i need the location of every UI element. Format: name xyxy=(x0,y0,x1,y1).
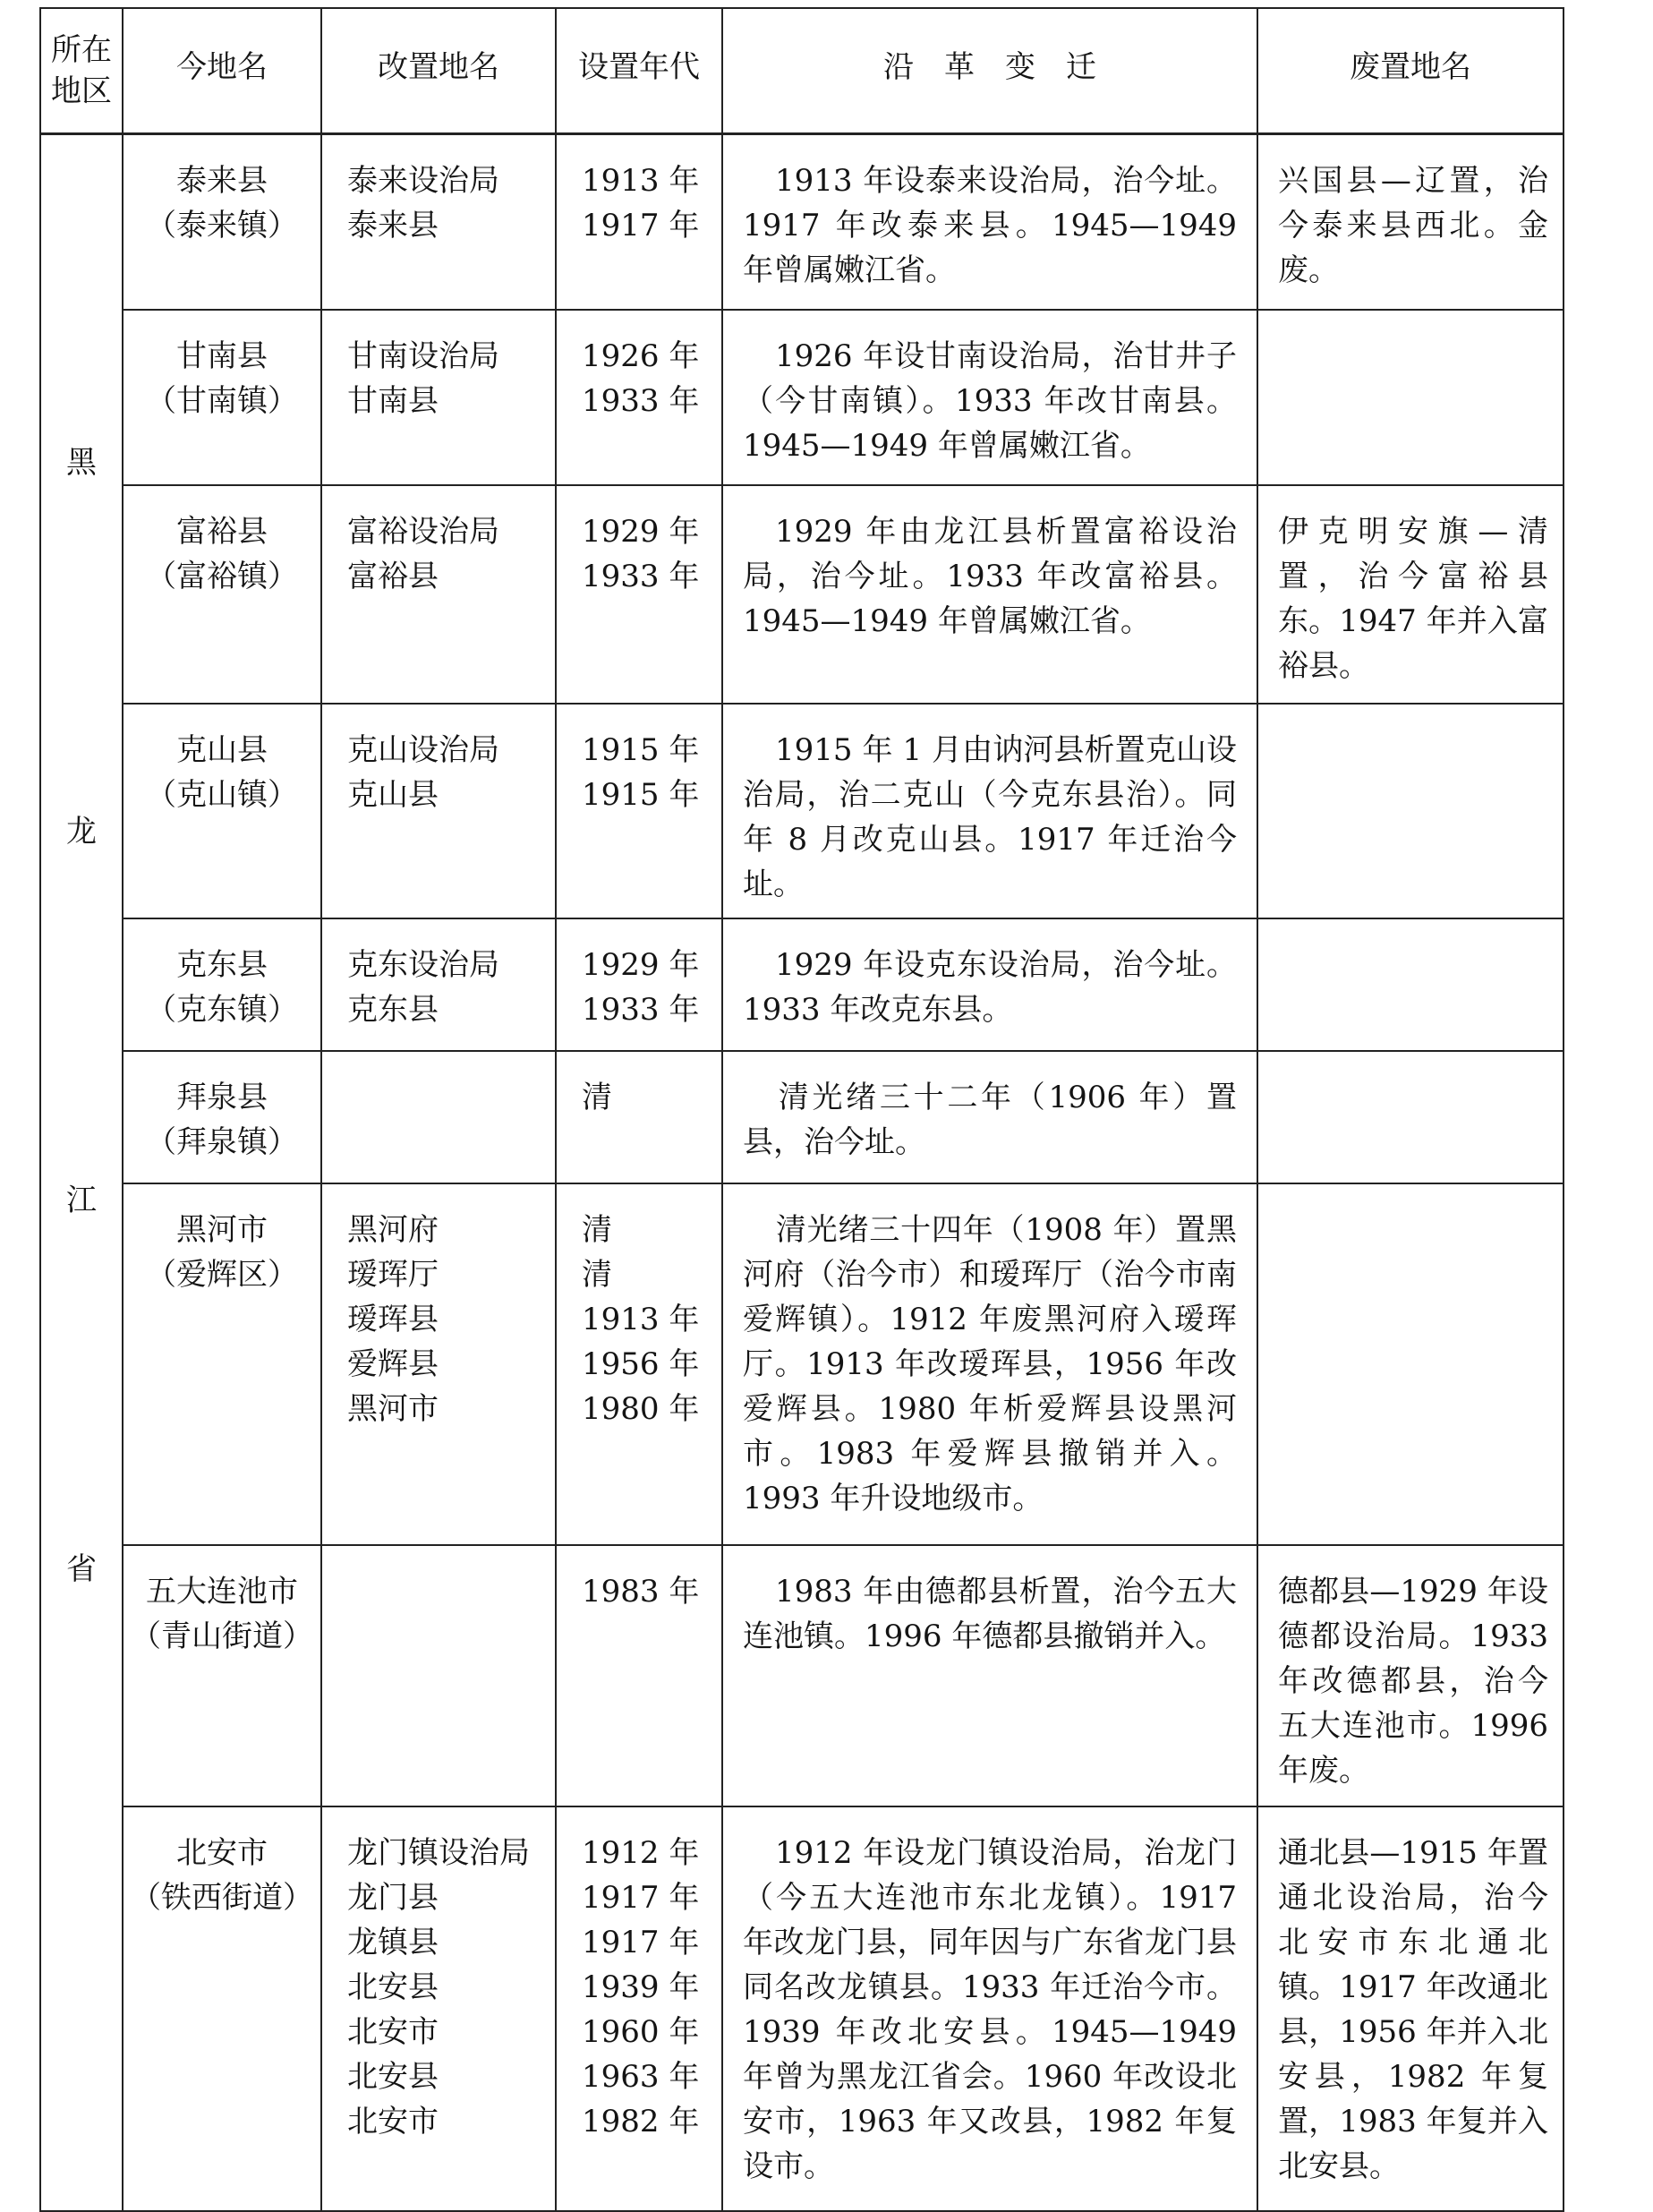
abolished-text: 德都县—1929 年设德都设治局。1933 年改德都县，治今五大连池市。1996 年废。 xyxy=(1278,1573,1548,1789)
history-text: 1929 年由龙江县析置富裕设治局，治今址。1933 年改富裕县。1945—1949 年曾属嫩江省。 xyxy=(743,513,1237,639)
current-name-cell-line: 富裕县 xyxy=(176,513,268,550)
history-text: 1912 年设龙门镇设治局，治龙门（今五大连池市东北龙镇）。1917 年改龙门县，同年因与广东省龙门县同名改龙镇县。1933 年迁治今市。1939 年改北安县。1945—1949 年曾为黑龙江省会。1960 年改设北安市，1963 年又改县，1982 年复设市。 xyxy=(743,1834,1237,2184)
former-name-cell-line: 瑷珲县 xyxy=(347,1301,439,1337)
former-name-cell-line: 泰来设治局 xyxy=(347,163,499,199)
former-name-cell-line: 北安县 xyxy=(347,1969,439,2005)
header-abolished: 废置地名 xyxy=(1257,8,1564,134)
year-cell-line: 1929 年 xyxy=(582,946,700,983)
abolished-text: 兴国县—辽置，治今泰来县西北。金废。 xyxy=(1278,163,1548,288)
former-name-cell xyxy=(321,134,556,310)
year-cell xyxy=(556,704,722,918)
history-text: 1913 年设泰来设治局，治今址。1917 年改泰来县。1945—1949 年曾属嫩江省。 xyxy=(743,163,1237,288)
year-cell-line: 1915 年 xyxy=(582,731,700,768)
region-cell xyxy=(40,134,123,2211)
year-cell-line: 1917 年 xyxy=(582,1924,700,1960)
year-cell-line: 1933 年 xyxy=(582,558,700,594)
history-cell xyxy=(722,134,1257,310)
current-name-cell xyxy=(123,485,321,704)
header-year: 设置年代 xyxy=(556,8,722,134)
abolished-text: 通北县—1915 年置通北设治局，治今北安市东北通北镇。1917 年改通北县，1956 年并入北安县，1982 年复置，1983 年复并入北安县。 xyxy=(1278,1834,1548,2184)
year-cell-line: 1917 年 xyxy=(582,208,700,243)
table-row xyxy=(40,485,1564,704)
header-former-name: 改置地名 xyxy=(321,8,556,134)
former-name-cell xyxy=(321,704,556,918)
header-row xyxy=(40,8,1564,134)
current-name-cell-line: （拜泉镇） xyxy=(146,1123,298,1160)
history-text: 1983 年由德都县析置，治今五大连池镇。1996 年德都县撤销并入。 xyxy=(743,1573,1237,1654)
region-char: 黑 xyxy=(66,445,97,481)
region-char: 省 xyxy=(66,1551,97,1587)
admin-history-table xyxy=(39,7,1564,2212)
region-char: 龙 xyxy=(66,814,97,850)
table-row xyxy=(40,918,1564,1051)
current-name-cell-line: 五大连池市 xyxy=(146,1573,298,1610)
year-cell xyxy=(556,1051,722,1183)
former-name-cell xyxy=(321,1051,556,1183)
current-name-cell xyxy=(123,310,321,485)
year-cell-line: 1939 年 xyxy=(582,1969,700,2005)
year-cell-line: 1933 年 xyxy=(582,991,700,1028)
header-region-line: 地区 xyxy=(51,73,112,109)
former-name-cell-line: 北安县 xyxy=(347,2058,439,2095)
abolished-text: 伊克明安旗—清置，治今富裕县东。1947 年并入富裕县。 xyxy=(1278,513,1548,684)
current-name-cell-line: （青山街道） xyxy=(131,1618,313,1654)
current-name-cell-line: （爱辉区） xyxy=(146,1256,298,1293)
current-name-cell-line: 泰来县 xyxy=(176,163,268,199)
year-cell-line: 1912 年 xyxy=(582,1834,700,1871)
history-text: 清光绪三十四年（1908 年）置黑河府（治今市）和瑷珲厅（治今市南爱辉镇）。1912 年废黑河府入瑷珲厅。1913 年改瑷珲县，1956 年改爱辉县。1980 年析爱辉县设黑河市。1983 年爱辉县撤销并入。1993 年升设地级市。 xyxy=(743,1211,1237,1516)
year-cell xyxy=(556,485,722,704)
table-row xyxy=(40,1183,1564,1545)
year-cell-line: 1933 年 xyxy=(582,382,700,419)
abolished-cell xyxy=(1257,310,1564,485)
history-cell xyxy=(722,1183,1257,1545)
former-name-cell-line: 瑷珲厅 xyxy=(347,1256,439,1293)
year-cell-line: 1915 年 xyxy=(582,776,700,813)
history-text: 1915 年 1 月由讷河县析置克山设治局，治二克山（今克东县治）。同年 8 月改克山县。1917 年迁治今址。 xyxy=(743,731,1237,902)
current-name-cell xyxy=(123,1545,321,1806)
former-name-cell-line: 克东县 xyxy=(347,991,439,1028)
abolished-cell xyxy=(1257,1051,1564,1183)
year-cell-line: 1983 年 xyxy=(582,1573,700,1610)
current-name-cell-line: （铁西街道） xyxy=(131,1879,313,1916)
year-cell xyxy=(556,918,722,1051)
abolished-cell xyxy=(1257,1183,1564,1545)
current-name-cell-line: 克山县 xyxy=(176,731,268,768)
year-cell-line: 1917 年 xyxy=(582,1879,700,1916)
history-cell xyxy=(722,918,1257,1051)
history-cell xyxy=(722,1051,1257,1183)
abolished-cell xyxy=(1257,918,1564,1051)
former-name-cell xyxy=(321,310,556,485)
current-name-cell-line: （富裕镇） xyxy=(146,558,298,594)
current-name-cell xyxy=(123,134,321,310)
abolished-cell xyxy=(1257,485,1564,704)
table-row xyxy=(40,704,1564,918)
year-cell xyxy=(556,310,722,485)
former-name-cell-line: 爱辉县 xyxy=(347,1345,439,1382)
year-cell-line: 清 xyxy=(582,1079,612,1115)
year-cell-line: 1926 年 xyxy=(582,337,700,374)
former-name-cell xyxy=(321,1545,556,1806)
table-row xyxy=(40,134,1564,310)
year-cell xyxy=(556,1806,722,2211)
former-name-cell-line: 北安市 xyxy=(347,2103,439,2139)
year-cell-line: 清 xyxy=(582,1211,612,1248)
history-cell xyxy=(722,1806,1257,2211)
former-name-cell-line: 龙镇县 xyxy=(347,1924,439,1960)
header-current-name: 今地名 xyxy=(123,8,321,134)
history-text: 1926 年设甘南设治局，治甘井子（今甘南镇）。1933 年改甘南县。1945—1949 年曾属嫩江省。 xyxy=(743,337,1237,464)
former-name-cell xyxy=(321,918,556,1051)
former-name-cell-line: 克东设治局 xyxy=(347,946,499,983)
former-name-cell-line: 甘南县 xyxy=(347,382,439,419)
current-name-cell-line: 黑河市 xyxy=(176,1211,268,1248)
abolished-cell xyxy=(1257,704,1564,918)
year-cell-line: 1960 年 xyxy=(582,2013,700,2050)
former-name-cell xyxy=(321,1183,556,1545)
history-cell xyxy=(722,310,1257,485)
current-name-cell-line: （甘南镇） xyxy=(146,382,298,419)
year-cell-line: 1980 年 xyxy=(582,1390,700,1427)
year-cell-line: 1982 年 xyxy=(582,2103,700,2139)
former-name-cell-line: 克山县 xyxy=(347,776,439,813)
year-cell xyxy=(556,1183,722,1545)
history-cell xyxy=(722,704,1257,918)
year-cell-line: 1956 年 xyxy=(582,1345,700,1382)
year-cell xyxy=(556,134,722,310)
former-name-cell-line: 泰来县 xyxy=(347,208,439,243)
abolished-cell xyxy=(1257,1806,1564,2211)
year-cell xyxy=(556,1545,722,1806)
current-name-cell-line: 克东县 xyxy=(176,946,268,983)
former-name-cell xyxy=(321,485,556,704)
current-name-cell xyxy=(123,1051,321,1183)
year-cell-line: 1913 年 xyxy=(582,1301,700,1337)
header-history: 沿 革 变 迁 xyxy=(722,8,1257,134)
history-cell xyxy=(722,1545,1257,1806)
history-text: 1929 年设克东设治局，治今址。1933 年改克东县。 xyxy=(743,946,1237,1028)
table-row xyxy=(40,1051,1564,1183)
former-name-cell-line: 甘南设治局 xyxy=(347,337,499,374)
history-cell xyxy=(722,485,1257,704)
former-name-cell-line: 龙门县 xyxy=(347,1879,439,1916)
region-char: 江 xyxy=(66,1183,97,1218)
year-cell-line: 1963 年 xyxy=(582,2058,700,2095)
former-name-cell-line: 黑河府 xyxy=(347,1211,439,1248)
current-name-cell xyxy=(123,704,321,918)
current-name-cell xyxy=(123,1183,321,1545)
current-name-cell-line: （克东镇） xyxy=(146,991,298,1028)
abolished-cell xyxy=(1257,1545,1564,1806)
former-name-cell-line: 富裕县 xyxy=(347,558,439,594)
former-name-cell-line: 富裕设治局 xyxy=(347,513,499,550)
current-name-cell xyxy=(123,918,321,1051)
abolished-cell xyxy=(1257,134,1564,310)
former-name-cell xyxy=(321,1806,556,2211)
former-name-cell-line: 龙门镇设治局 xyxy=(347,1834,530,1871)
year-cell-line: 1929 年 xyxy=(582,513,700,550)
year-cell-line: 1913 年 xyxy=(582,163,700,199)
table-row xyxy=(40,1545,1564,1806)
current-name-cell xyxy=(123,1806,321,2211)
current-name-cell-line: 北安市 xyxy=(176,1834,268,1871)
current-name-cell-line: （泰来镇） xyxy=(146,208,298,243)
table-row xyxy=(40,310,1564,485)
table-row xyxy=(40,1806,1564,2211)
former-name-cell-line: 黑河市 xyxy=(347,1390,439,1427)
former-name-cell-line: 北安市 xyxy=(347,2013,439,2050)
current-name-cell-line: 拜泉县 xyxy=(176,1079,268,1115)
header-region-line: 所在 xyxy=(51,32,112,68)
history-text: 清光绪三十二年（1906 年）置县，治今址。 xyxy=(743,1079,1237,1160)
year-cell-line: 清 xyxy=(582,1256,612,1293)
current-name-cell-line: （克山镇） xyxy=(146,776,298,813)
current-name-cell-line: 甘南县 xyxy=(176,337,268,374)
header-region xyxy=(40,8,123,134)
former-name-cell-line: 克山设治局 xyxy=(347,731,499,768)
